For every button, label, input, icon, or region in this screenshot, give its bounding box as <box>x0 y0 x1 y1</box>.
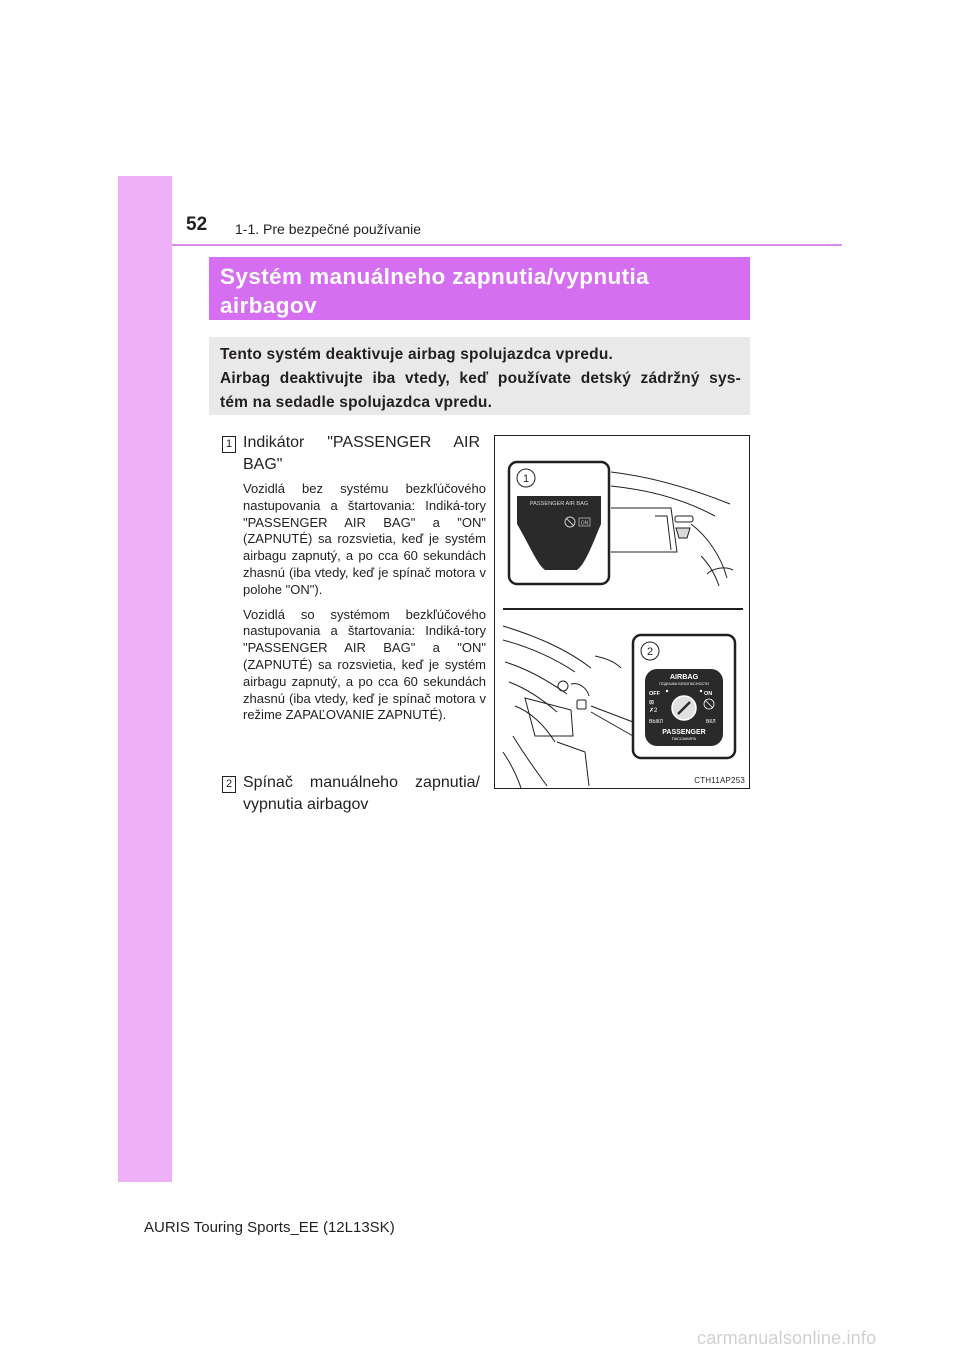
switch-passenger-label: PASSENGER <box>662 729 706 736</box>
intro-line-3: tém na sedadle spolujazdca vpredu. <box>220 394 493 411</box>
intro-line-2: Airbag deaktivujte iba vtedy, keď používate detský zádržný sys- <box>220 370 741 387</box>
item-number-2: 2 <box>222 776 236 793</box>
callout-2-number: 2 <box>646 646 654 658</box>
footer-model: AURIS Touring Sports_EE (12L13SK) <box>144 1219 395 1236</box>
switch-off-label: OFF <box>649 691 660 697</box>
item-title-2 <box>243 772 480 816</box>
item-1-description <box>243 481 486 732</box>
item-title-2-line-2: vypnutia airbagov <box>243 796 369 813</box>
item-number-1: 1 <box>222 436 236 453</box>
illustration-drawing <box>495 436 750 789</box>
seated-person-icon: ✗2 <box>649 708 658 714</box>
page-title-box <box>209 257 750 320</box>
switch-airbag-label: AIRBAG <box>669 672 699 681</box>
chapter-side-tab <box>118 176 172 1182</box>
watermark[interactable]: carmanualsonline.info <box>697 1328 877 1348</box>
page-title-line-1: Systém manuálneho zapnutia/vypnutia <box>220 264 650 289</box>
dashboard-lower-linework <box>503 626 621 788</box>
switch-on-label: ON <box>704 691 713 697</box>
switch-passenger-ru-label: ПАССАЖИРА <box>671 737 697 741</box>
switch-off-ru-label: ВЫКЛ <box>649 719 663 725</box>
item-title-1-line-2: BAG" <box>243 456 283 473</box>
figure-code: CTH11AP253 <box>694 776 745 785</box>
item-title-1-line-1: Indikátor "PASSENGER AIR <box>243 434 480 451</box>
section-title: 1-1. Pre bezpečné používanie <box>235 221 422 237</box>
item-title-2-line-1: Spínač manuálneho zapnutia/ <box>243 774 480 791</box>
item-1-paragraph-2: Vozidlá so systémom bezkľúčového nastupovania a štartovania: Indiká-tory "PASSENGER AIR BAG" a "ON" (ZAPNUTÉ) sa rozsvietia, keď je systém airbagu zapnutý, a po cca 60 sekundách zhasnú (iba vtedy, keď je spínač motora v režime ZAPAĽOVANIE ZAPNUTÉ). <box>243 606 486 723</box>
page-number: 52 <box>186 214 208 235</box>
illustration <box>494 435 750 789</box>
page-title-line-2: airbagov <box>220 293 317 318</box>
intro-box <box>209 337 750 415</box>
callout-1-number: 1 <box>522 473 530 485</box>
callout-2-leader-1 <box>591 706 633 722</box>
item-title-1 <box>243 432 480 476</box>
item-1-paragraph-1: Vozidlá bez systému bezkľúčového nastupovania a štartovania: Indiká-tory "PASSENGER AIR BAG" a "ON" (ZAPNUTÉ) sa rozsvietia, keď je systém airbagu zapnutý, a po cca 60 sekundách zhasnú (iba vtedy, keď je spínač motora v polohe "ON"). <box>243 481 486 597</box>
dashboard-upper-linework <box>611 472 733 586</box>
indicator-on-text: ON <box>580 520 589 527</box>
airbag-off-icon: ⊠ <box>649 700 655 706</box>
intro-line-1: Tento systém deaktivuje airbag spolujazdca vpredu. <box>220 346 614 363</box>
switch-on-ru-label: ВКЛ <box>706 719 716 725</box>
header-divider <box>172 244 842 246</box>
switch-airbag-ru-label: ПОДУШКА БЕЗОПАСНОСТИ <box>659 682 709 686</box>
callout-2-leader-2 <box>591 712 633 736</box>
indicator-label: PASSENGER AIR BAG <box>529 501 589 507</box>
